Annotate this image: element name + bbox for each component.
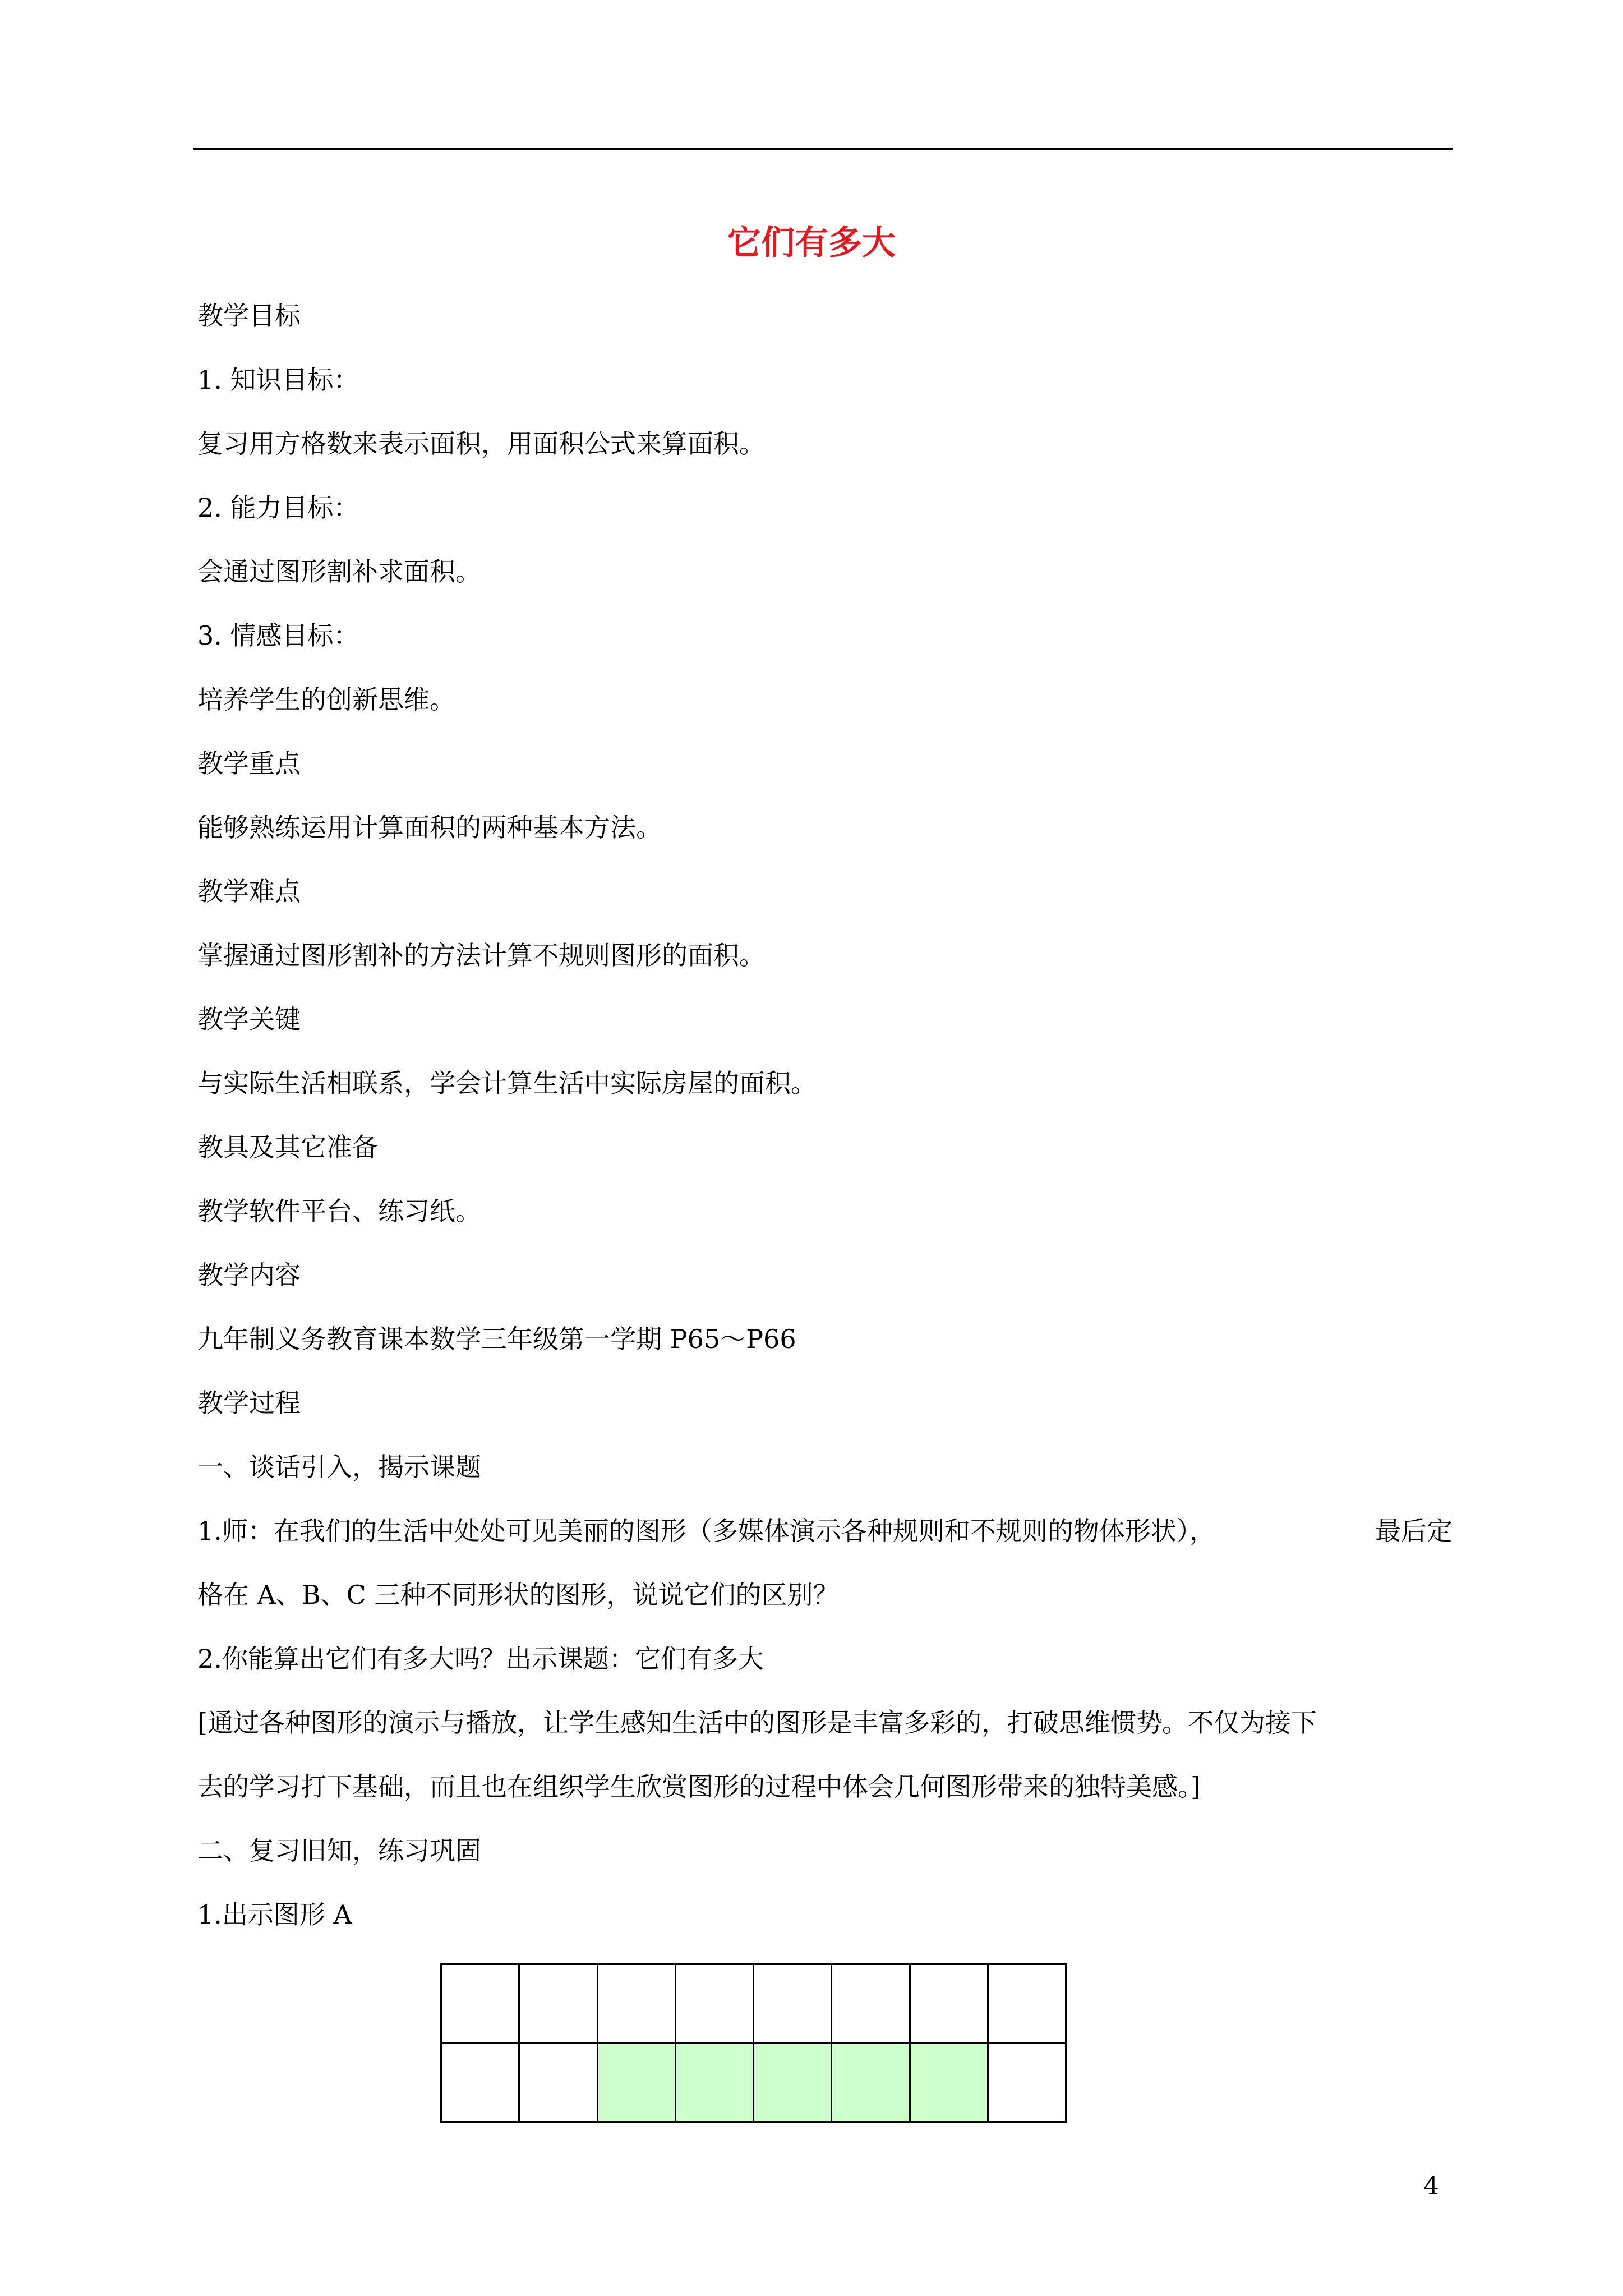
- heading-difficulties: 教学难点: [197, 876, 301, 907]
- process-item-2: 2.你能算出它们有多大吗？出示课题：它们有多大: [197, 1644, 764, 1674]
- design-note-line-2: 去的学习打下基础，而且也在组织学生欣赏图形的过程中体会几何图形带来的独特美感。]: [197, 1772, 1201, 1802]
- grid-cell-shaded: [598, 2044, 676, 2123]
- grid-cell: [442, 1965, 520, 2044]
- goal-emotion-heading: 3. 情感目标：: [197, 620, 359, 651]
- key-points-text: 能够熟练运用计算面积的两种基本方法。: [197, 812, 662, 843]
- grid-cell: [442, 2044, 520, 2123]
- grid-cell: [520, 1965, 598, 2044]
- grid-cell: [989, 1965, 1067, 2044]
- heading-key: 教学关键: [197, 1004, 301, 1034]
- grid-cell: [832, 1965, 910, 2044]
- header-rule: [193, 148, 1453, 150]
- key-text: 与实际生活相联系，学会计算生活中实际房屋的面积。: [197, 1068, 817, 1098]
- materials-text: 教学软件平台、练习纸。: [197, 1196, 481, 1226]
- goal-ability-heading: 2. 能力目标：: [197, 493, 359, 523]
- goal-knowledge-text: 复习用方格数来表示面积，用面积公式来算面积。: [197, 429, 765, 459]
- heading-content: 教学内容: [197, 1260, 301, 1290]
- grid-cell: [911, 1965, 989, 2044]
- grid-cell-shaded: [754, 2044, 832, 2123]
- section-one-heading: 一、谈话引入，揭示课题: [197, 1452, 481, 1482]
- content-text: 九年制义务教育课本数学三年级第一学期 P65～P66: [197, 1324, 796, 1354]
- heading-materials: 教具及其它准备: [197, 1132, 378, 1162]
- design-note-line-1: [通过各种图形的演示与播放，让学生感知生活中的图形是丰富多彩的，打破思维惯势。不仅为接下: [197, 1708, 1317, 1738]
- grid-cell: [989, 2044, 1067, 2123]
- grid-cell: [676, 1965, 754, 2044]
- grid-cell: [598, 1965, 676, 2044]
- process-item-1-line-1-end: 最后定: [1375, 1516, 1453, 1546]
- figure-a-grid: [440, 1963, 1067, 2123]
- grid-cell-shaded: [911, 2044, 989, 2123]
- document-title: 它们有多大: [727, 223, 896, 263]
- grid-cell: [520, 2044, 598, 2123]
- section-two-heading: 二、复习旧知，练习巩固: [197, 1835, 481, 1866]
- goal-knowledge-heading: 1. 知识目标：: [197, 365, 359, 395]
- page-number: 4: [1423, 2172, 1439, 2201]
- figure-a-caption: 1.出示图形 A: [197, 1899, 352, 1930]
- grid-cell-shaded: [676, 2044, 754, 2123]
- difficulties-text: 掌握通过图形割补的方法计算不规则图形的面积。: [197, 940, 765, 970]
- grid-cell-shaded: [832, 2044, 910, 2123]
- process-item-1-line-1: 1.师：在我们的生活中处处可见美丽的图形（多媒体演示各种规则和不规则的物体形状），: [197, 1516, 1215, 1546]
- heading-teaching-goals: 教学目标: [197, 301, 301, 331]
- process-item-1-line-2: 格在 A、B、C 三种不同形状的图形，说说它们的区别？: [197, 1580, 839, 1610]
- heading-key-points: 教学重点: [197, 748, 301, 779]
- goal-emotion-text: 培养学生的创新思维。: [197, 684, 455, 715]
- goal-ability-text: 会通过图形割补求面积。: [197, 556, 481, 587]
- grid-cell: [754, 1965, 832, 2044]
- heading-process: 教学过程: [197, 1388, 301, 1418]
